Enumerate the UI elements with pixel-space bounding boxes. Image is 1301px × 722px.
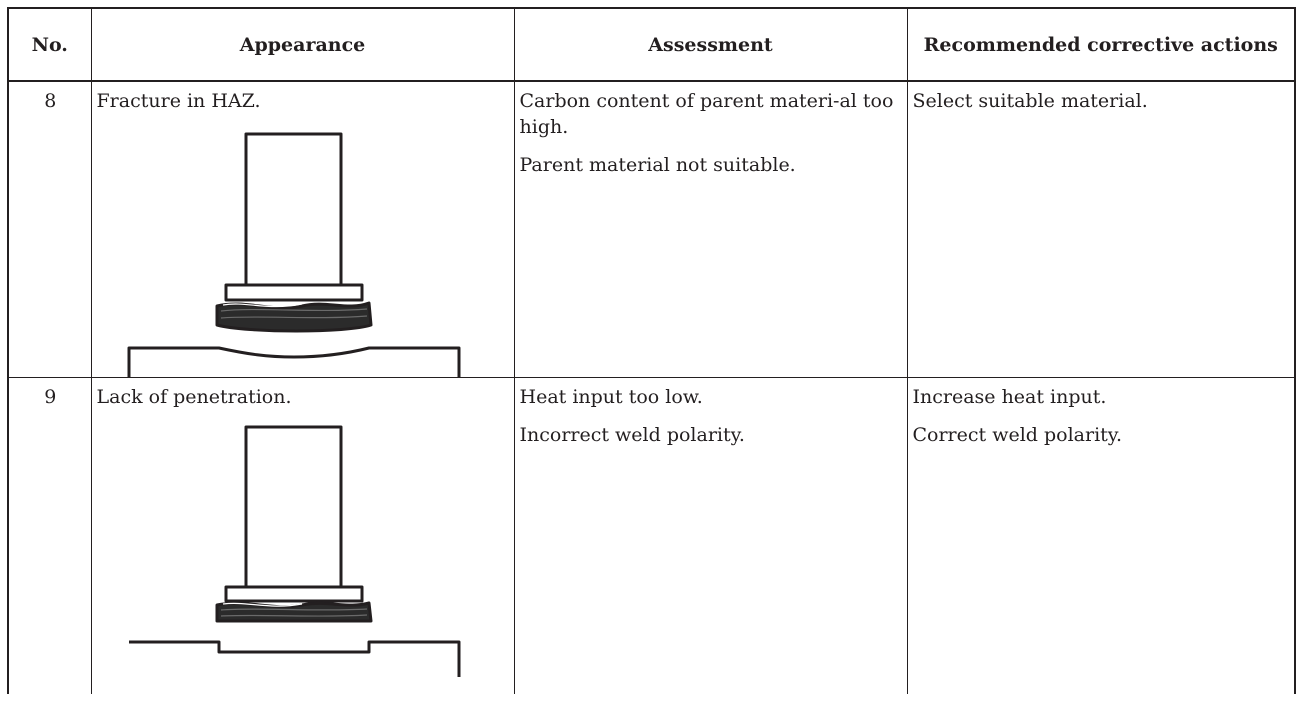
appearance-text: Fracture in HAZ. [96,90,261,112]
header-no: No. [8,8,91,81]
row-number: 8 [8,81,91,378]
header-actions: Recommended corrective actions [907,8,1295,81]
assessment-item: Heat input too low. [519,386,703,408]
actions-cell [907,81,1295,378]
row-number: 9 [8,378,91,695]
assessment-item: Carbon content of parent materi-al too high. [519,90,894,138]
assessment-item: Incorrect weld polarity. [519,424,745,446]
header-appearance: Appearance [91,8,514,81]
actions-cell [907,378,1295,695]
table-row [8,378,1295,695]
stud-weld-fracture-in-haz-icon [97,121,510,377]
action-item: Correct weld polarity. [912,424,1123,446]
assessment-item: Parent material not suitable. [519,154,796,176]
weld-defects-table [7,7,1296,694]
table-row [8,81,1295,378]
action-item: Increase heat input. [912,386,1107,408]
table-header-row [8,8,1295,81]
header-assessment: Assessment [514,8,907,81]
action-item: Select suitable material. [912,90,1148,112]
appearance-cell [91,81,514,378]
assessment-cell [514,378,907,695]
appearance-text: Lack of penetration. [96,386,292,408]
defects-table-container [7,7,1296,694]
appearance-cell [91,378,514,695]
assessment-cell [514,81,907,378]
stud-weld-lack-of-penetration-icon [97,417,510,677]
